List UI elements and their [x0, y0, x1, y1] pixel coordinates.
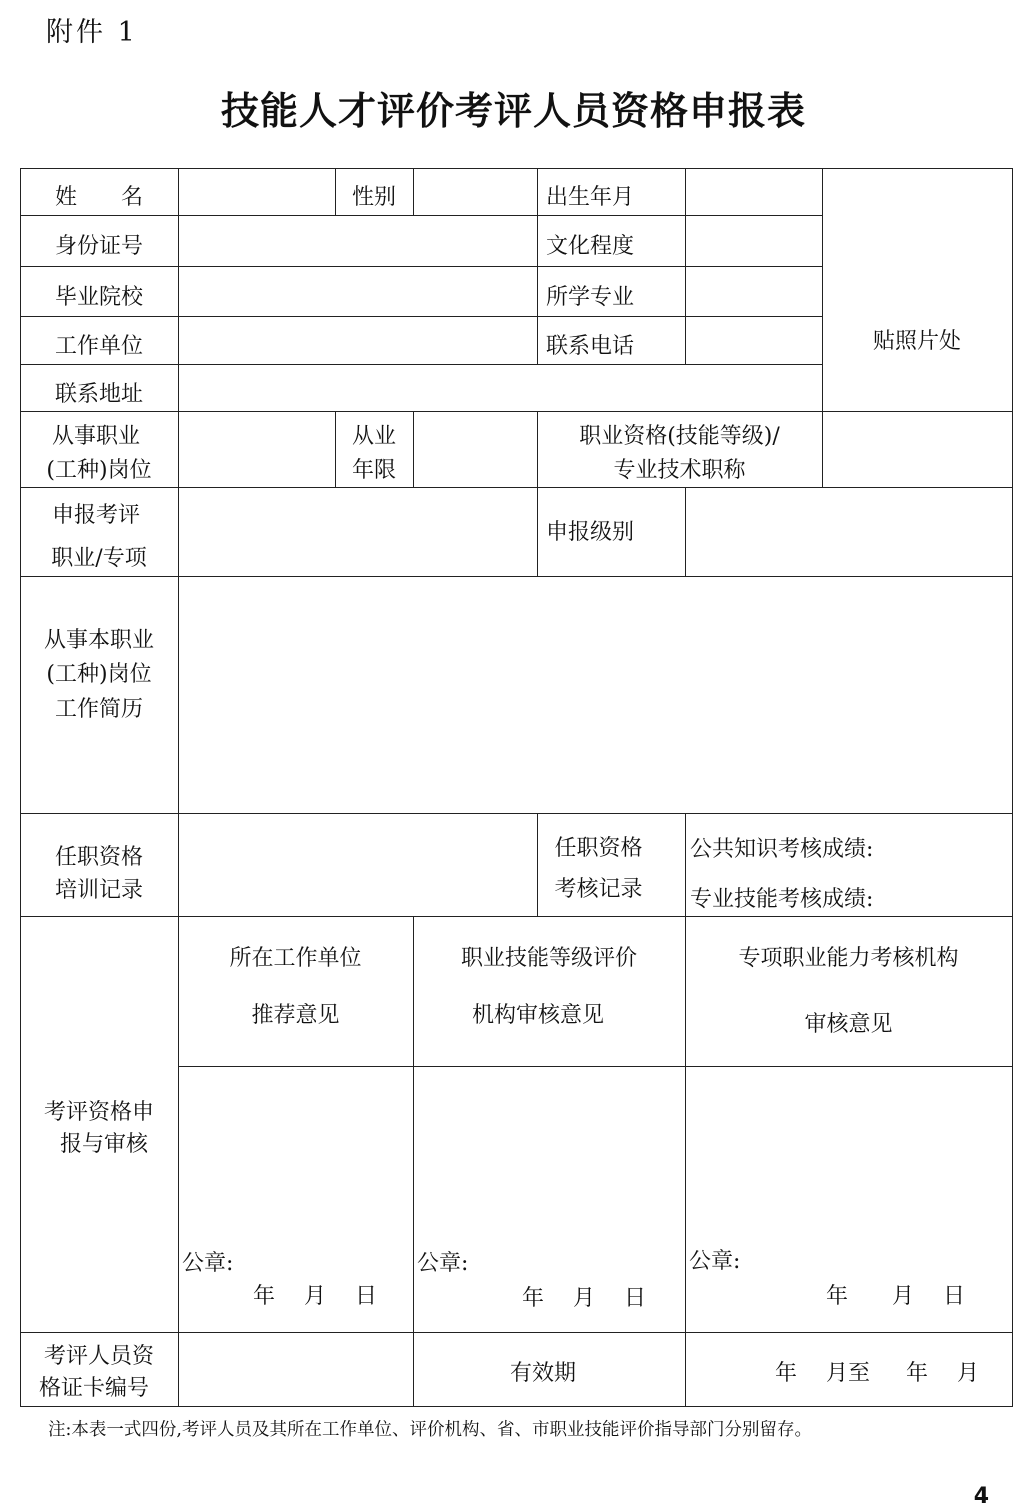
employer-label: 工作单位: [54, 334, 143, 359]
agency-opinion-header: 职业技能等级评价: [460, 946, 637, 971]
rule: [178, 168, 179, 1407]
rule: [685, 487, 686, 577]
rule: [20, 1406, 1013, 1407]
occupation-label: (工种)岗位: [46, 458, 152, 483]
exam-record-label: 任职资格: [554, 836, 643, 861]
photo-placeholder: 贴照片处: [872, 329, 961, 354]
rule: [413, 168, 414, 216]
rule: [20, 168, 1013, 169]
education-label: 文化程度: [546, 234, 635, 259]
date-label: 年 月 日: [826, 1284, 965, 1309]
qualification-label: 职业资格(技能等级)/: [579, 424, 780, 449]
resume-label: (工种)岗位: [46, 662, 152, 687]
id-number-label: 身份证号: [54, 234, 143, 259]
years-label: 从业: [351, 424, 396, 449]
unit-opinion-header: 推荐意见: [251, 1003, 340, 1028]
review-label: 报与审核: [59, 1132, 148, 1157]
certificate-number-label: 格证卡编号: [38, 1376, 149, 1401]
date-label: 年 月 日: [522, 1286, 646, 1311]
rule: [20, 364, 822, 365]
form-title: 技能人才评价考评人员资格申报表: [220, 88, 806, 133]
rule: [20, 813, 1013, 814]
rule: [20, 916, 1013, 917]
rule: [685, 168, 686, 365]
address-label: 联系地址: [54, 382, 143, 407]
rule: [537, 168, 538, 365]
agency-opinion-header: 机构审核意见: [471, 1003, 604, 1028]
skill-score-label: 专业技能考核成绩:: [690, 887, 874, 912]
seal-label: 公章:: [417, 1251, 469, 1276]
training-record-label: 任职资格: [54, 845, 143, 870]
training-record-label: 培训记录: [54, 878, 143, 903]
date-label: 年 月 日: [253, 1284, 377, 1309]
rule: [822, 168, 823, 488]
certificate-number-label: 考评人员资: [43, 1344, 154, 1369]
apply-occupation-label: 职业/专项: [51, 546, 147, 571]
seal-label: 公章:: [689, 1249, 741, 1274]
resume-label: 工作简历: [54, 697, 143, 722]
public-score-label: 公共知识考核成绩:: [690, 837, 874, 862]
years-label: 年限: [351, 458, 396, 483]
rule: [685, 916, 686, 1407]
phone-label: 联系电话: [546, 334, 635, 359]
rule: [20, 1332, 1013, 1333]
resume-label: 从事本职业: [43, 628, 154, 653]
qualification-label: 专业技术职称: [613, 458, 746, 483]
page-number: 4: [973, 1484, 989, 1509]
rule: [178, 1066, 1013, 1067]
seal-label: 公章:: [182, 1251, 234, 1276]
footnote: 注:本表一式四份,考评人员及其所在工作单位、评价机构、省、市职业技能评价指导部门分别留存。: [48, 1420, 812, 1440]
review-label: 考评资格申: [43, 1100, 154, 1125]
rule: [20, 411, 1013, 412]
birth-label: 出生年月: [546, 185, 635, 210]
validity-range: 年 月至 年 月: [775, 1361, 979, 1386]
special-opinion-header: 审核意见: [804, 1012, 893, 1037]
rule: [20, 576, 1013, 577]
rule: [685, 813, 686, 917]
rule: [20, 487, 1013, 488]
school-label: 毕业院校: [54, 285, 143, 310]
apply-occupation-label: 申报考评: [51, 503, 140, 528]
attachment-label: 附件 1: [46, 17, 138, 48]
exam-record-label: 考核记录: [554, 877, 643, 902]
unit-opinion-header: 所在工作单位: [229, 946, 362, 971]
apply-level-label: 申报级别: [546, 520, 635, 545]
occupation-label: 从事职业: [51, 424, 140, 449]
rule: [413, 916, 414, 1407]
validity-label: 有效期: [509, 1361, 576, 1386]
major-label: 所学专业: [546, 285, 635, 310]
name-label: 姓 名: [54, 185, 143, 210]
gender-label: 性别: [351, 185, 396, 210]
special-opinion-header: 专项职业能力考核机构: [738, 946, 959, 971]
rule: [1012, 168, 1013, 1407]
rule: [413, 411, 414, 488]
rule: [20, 266, 822, 267]
rule: [20, 316, 822, 317]
rule: [20, 215, 822, 216]
